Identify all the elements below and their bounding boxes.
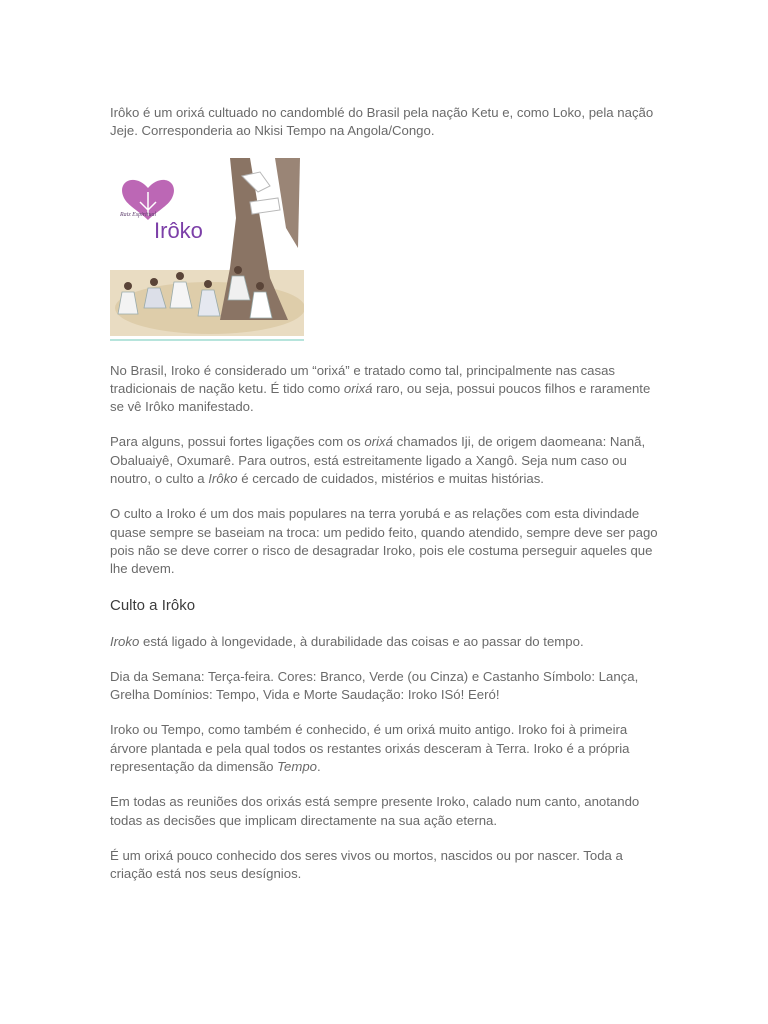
paragraph-ligacoes-emphasis-1: orixá	[364, 434, 393, 450]
paragraph-culto: O culto a Iroko é um dos mais populares na terra yorubá e as relações com esta divindade quase sempre se baseiam na troca: um pedido feito, quando atendido, sempre deve ser pago pois não se deve correr o risco de desagradar Iroko, pois ele costuma perseguir aqueles que lhe devem.	[110, 506, 658, 577]
paragraph-tempo-text-1: Iroko ou Tempo, como também é conhecido, é um orixá muito antigo. Iroko foi à primeira árvore plantada e pela qual todos os restantes orixás desceram à Terra. Iroko é a própria representação da dimensão	[110, 722, 630, 775]
paragraph-ligacoes-text-2: chamados Iji, de origem daomeana: Nanã, Obaluaiyê, Oxumarê. Para outros, está estreitamente ligado a Xangô. Seja num caso ou noutro, o culto a	[110, 434, 646, 487]
paragraph-longevidade	[110, 633, 658, 651]
image-divider	[110, 339, 304, 341]
paragraph-brasil-emphasis: orixá	[343, 380, 373, 396]
paragraph-ligacoes-text-3: é cercado de cuidados, mistérios e muitas histórias.	[237, 471, 544, 487]
iroko-illustration	[110, 158, 304, 342]
section-heading: Culto a Irôko	[110, 596, 196, 614]
paragraph-brasil	[110, 362, 658, 417]
paragraph-criacao: É um orixá pouco conhecido dos seres vivos ou mortos, nascidos ou por nascer. Toda a criação está nos seus desígnios.	[110, 847, 623, 882]
paragraph-ligacoes	[110, 433, 658, 488]
paragraph-reunioes: Em todas as reuniões dos orixás está sempre presente Iroko, calado num canto, anotando todas as decisões que implicam directamente na sua ação eterna.	[110, 794, 640, 828]
iroko-illustration-art	[110, 158, 304, 342]
image-title: Irôko	[154, 217, 203, 243]
paragraph-ligacoes-emphasis-2: Irôko	[208, 471, 238, 487]
paragraph-longevidade-emphasis: Iroko	[110, 633, 140, 649]
paragraph-ligacoes-text-1: Para alguns, possui fortes ligações com os	[110, 434, 365, 450]
paragraph-tempo-emphasis: Tempo	[277, 759, 317, 775]
paragraph-atributos: Dia da Semana: Terça-feira. Cores: Branco, Verde (ou Cinza) e Castanho Símbolo: Lança, Grelha Domínios: Tempo, Vida e Morte Saudação: Iroko ISó! Eeró!	[110, 668, 639, 703]
paragraph-tempo	[110, 721, 658, 776]
image-caption-top: Raiz Espiritual	[120, 211, 157, 218]
article-body	[110, 104, 658, 901]
intro-paragraph: Irôko é um orixá cultuado no candomblé do Brasil pela nação Ketu e, como Loko, pela nação Jeje. Corresponderia ao Nkisi Tempo na Angola/Congo.	[110, 105, 654, 139]
paragraph-tempo-text-2: .	[317, 759, 321, 775]
paragraph-brasil-text-2: raro, ou seja, possui poucos filhos e raramente se vê Irôko manifestado.	[110, 380, 651, 415]
paragraph-longevidade-text: está ligado à longevidade, à durabilidade das coisas e ao passar do tempo.	[139, 633, 584, 649]
paragraph-brasil-text-1: No Brasil, Iroko é considerado um “orixá” e tratado como tal, principalmente nas casas tradicionais de nação ketu. É tido como	[110, 362, 616, 396]
